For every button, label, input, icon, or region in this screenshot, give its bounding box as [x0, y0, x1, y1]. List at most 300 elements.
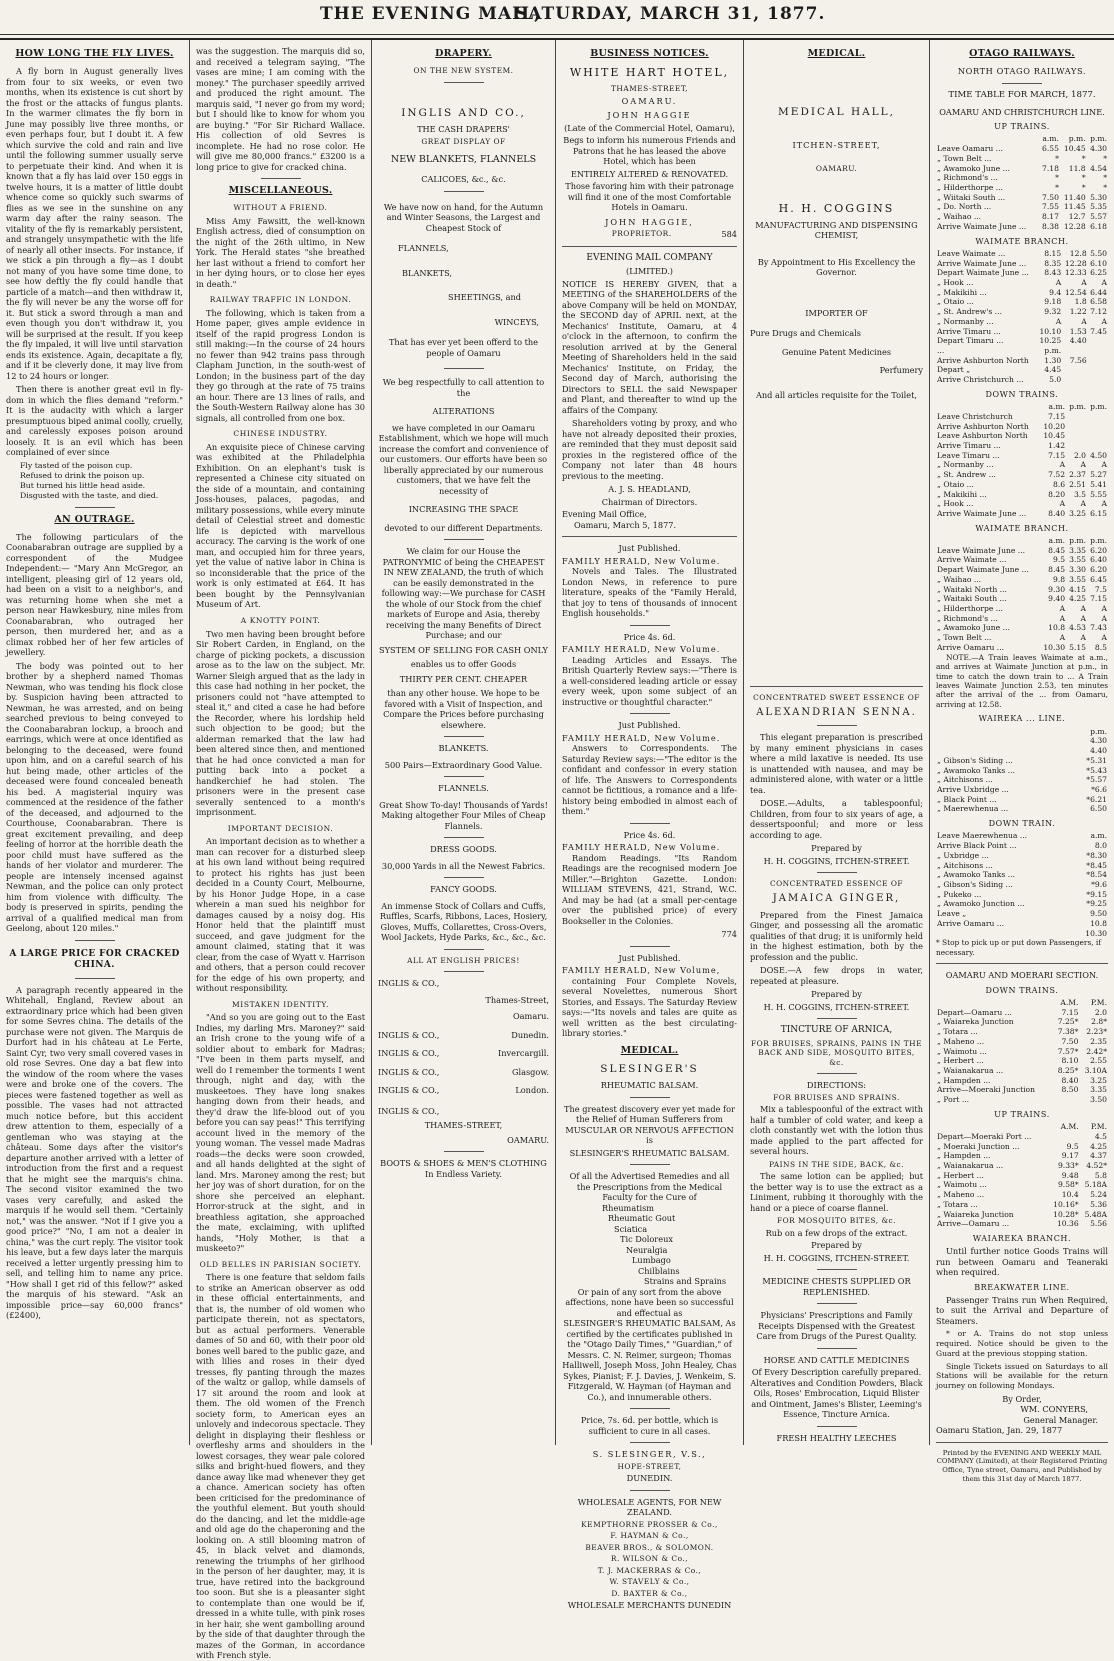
divider [936, 963, 1108, 964]
time-cell: 3.5 [1073, 489, 1087, 499]
time-cell [1087, 431, 1108, 441]
time-cell [1088, 346, 1108, 356]
divider [75, 978, 115, 979]
time-cell: 3.50 [1090, 1095, 1107, 1105]
time-cell: 8.20 [1048, 489, 1066, 499]
divider [630, 1490, 670, 1491]
timetable-header-row [936, 402, 1108, 412]
divider [261, 178, 301, 179]
station-cell [936, 402, 1040, 412]
time-cell: 2.23* [1086, 1027, 1107, 1037]
divider [630, 946, 670, 947]
station-cell: „ Otaio ... [937, 479, 974, 489]
station-cell: „ Waimotu ... [937, 1046, 987, 1056]
station-cell [936, 536, 1040, 546]
station-cell: „ Totara ... [937, 1027, 978, 1037]
time-cell: 10.28* [1053, 1209, 1079, 1219]
station-cell: Leave „ [937, 909, 967, 919]
directions: DIRECTIONS: [806, 1080, 867, 1091]
time-cell: A [1081, 316, 1087, 326]
station-cell: „ Maheno ... [937, 1036, 985, 1046]
timetable-row [936, 154, 1108, 164]
vendor-name: S. SLESINGER, V.S., [592, 1449, 707, 1460]
hotel-signature: JOHN HAGGIE, [605, 216, 694, 227]
blankets-heading: BLANKETS. [438, 743, 489, 754]
notice-place: Evening Mail Office, [562, 509, 647, 520]
timetable-row [936, 861, 1108, 871]
station-cell: Arrive Oamaru ... [937, 918, 1005, 928]
time-cell: 6.55 [1042, 144, 1059, 154]
senna-text: This elegant preparation is prescribed by many eminent physicians in cases where a mild laxative is needed. Its use is unattended with nausea, and may be administered alone, with water or a little tea. [750, 732, 923, 795]
time-cell: * [1103, 182, 1107, 192]
system-tail: enables us to offer Goods [410, 659, 517, 670]
timetable-row [936, 144, 1108, 154]
time-cell: 12.33 [1064, 268, 1087, 278]
drapery-subtitle: ON THE NEW SYSTEM. [413, 66, 514, 76]
station-cell [936, 746, 1065, 756]
ad-title: FAMILY HERALD, New Volume. [562, 732, 721, 743]
time-cell: A [1059, 613, 1066, 623]
ad-ref: 774 [721, 929, 737, 940]
timetable-row [936, 422, 1108, 432]
timetable-row [936, 297, 1108, 307]
verse [6, 461, 183, 501]
divider [562, 246, 737, 247]
timetable-row [936, 1180, 1108, 1190]
down-trains-2: DOWN TRAINS. [985, 985, 1059, 995]
time-cell: * [1081, 182, 1086, 192]
time-cell [1066, 422, 1087, 432]
station-cell: „ Moeraki Junction ... [937, 1141, 1020, 1151]
time-cell: 6.45 [1090, 574, 1107, 584]
station-cell: „ Totara ... [937, 1199, 978, 1209]
station-cell: Depart—Oamaru ... [937, 1007, 1012, 1017]
divider [444, 82, 484, 83]
preparer: H. H. COGGINS, ITCHEN-STREET. [763, 1252, 910, 1263]
station-cell: „ Normanby ... [937, 316, 994, 326]
time-cell: 5.48A [1084, 1209, 1107, 1219]
station-cell: Leave Maerewhenua ... [937, 831, 1028, 841]
station-cell: „ Herbert ... [937, 1170, 984, 1180]
time-cell: 2.42* [1086, 1046, 1107, 1056]
ailment: Rheumatism [602, 1202, 655, 1213]
ailment: Lumbago [632, 1255, 671, 1266]
station-cell: „ St. Andrew's ... [937, 307, 1002, 317]
notice-date: Oamaru, March 5, 1877. [574, 519, 677, 530]
time-cell: p.m. [1090, 402, 1107, 412]
ailment: Chilblains [638, 1265, 680, 1276]
stock-intro: We have now on hand, for the Autumn and Winter Seasons, the Largest and Cheapest Stock of [383, 201, 544, 233]
time-cell: 5.57 [1090, 212, 1107, 222]
station-cell: Depart Timaru ... [937, 336, 1004, 346]
time-cell: *9.6 [1091, 879, 1107, 889]
drapery-footer: BOOTS & SHOES & MEN'S CLOTHING In Endless Variety. [380, 1158, 547, 1179]
divider [817, 1269, 857, 1270]
agent: F. HAYMAN & Co., [610, 1531, 689, 1541]
ad-pub: Just Published. [618, 720, 681, 731]
stock-tail: That has ever yet been offerd to the people of Oamaru [388, 337, 539, 358]
station-cell: ... [937, 346, 945, 355]
time-cell: A [1059, 460, 1066, 470]
route-2: OAMARU AND MOERARI SECTION. [945, 970, 1099, 981]
station-cell: Depart Waimate June ... [937, 565, 1029, 575]
hotel-town: OAMARU. [621, 95, 678, 106]
branch-row: INGLIS & CO., London. [378, 1085, 549, 1096]
time-cell: a.m. [1048, 535, 1066, 545]
item-head: IMPORTANT DECISION. [227, 823, 334, 833]
time-cell: 7.38* [1057, 1027, 1079, 1037]
company-sub: (LIMITED.) [626, 266, 673, 277]
drapery-firm-title: INGLIS AND CO., [401, 106, 526, 119]
manager-name: WM. CONYERS, [1020, 1404, 1088, 1415]
station-cell: Arrive Waimate June ... [937, 509, 1027, 519]
time-cell: p.m. [1044, 346, 1062, 355]
time-cell [1088, 336, 1108, 346]
verse-line: Fly tasted of the poison cup. [20, 460, 133, 470]
time-cell: 8.25* [1057, 1065, 1079, 1075]
timetable-row [936, 919, 1108, 929]
time-cell: *8.45 [1086, 860, 1107, 870]
divider [562, 536, 737, 537]
station-cell: „ Hook ... [937, 277, 974, 287]
time-cell: 8.35 [1044, 258, 1062, 268]
station-cell: „ Waiareka Junction [937, 1017, 1014, 1027]
timetable-waimate-2 [936, 536, 1108, 653]
ailment: Rheumatic Gout [608, 1213, 676, 1224]
time-cell [1066, 431, 1087, 441]
timetable-row [936, 643, 1108, 653]
notice-signature: A. J. S. HEADLAND, [608, 484, 691, 495]
station-cell: „ Uxbridge ... [937, 850, 989, 860]
timetable-row [936, 1066, 1108, 1076]
divider [936, 1442, 1108, 1443]
time-cell: 8.10 [1061, 1056, 1079, 1066]
medical-hall-title: MEDICAL HALL, [778, 106, 895, 119]
timetable-row [936, 202, 1108, 212]
station-cell: „ Town Belt ... [937, 153, 992, 163]
flannels-text: Great Show To-day! Thousands of Yards! Making altogether Four Miles of Cheap Flannels. [379, 799, 548, 831]
up-trains: UP TRAINS. [994, 122, 1050, 132]
time-cell [1062, 375, 1087, 385]
ailment: Strains and Sprains [644, 1276, 727, 1287]
prepared-by: Prepared by [811, 843, 862, 854]
timetable-row [936, 746, 1108, 756]
time-cell: 1.42 [1048, 440, 1066, 450]
chests-text: Physicians' Prescriptions and Family Receipts Dispensed with the Greatest Care from Drugs of the Purest Quality. [756, 1310, 917, 1341]
time-cell: p.m. [1090, 134, 1107, 144]
time-cell: *5.43 [1086, 765, 1107, 775]
time-cell: 8.0 [1094, 841, 1107, 851]
branch-row: INGLIS & CO., Dunedin. [378, 1029, 549, 1040]
time-cell: * [1103, 153, 1107, 163]
blankets-text: 500 Pairs—Extraordinary Good Value. [384, 759, 543, 770]
goods-line: NEW BLANKETS, FLANNELS [390, 154, 537, 166]
column-2 [190, 40, 372, 1661]
agent: D. BAXTER & Co., [611, 1588, 688, 1598]
item-head: CHINESE INDUSTRY. [233, 429, 328, 439]
divider [444, 368, 484, 369]
preparer: H. H. COGGINS, ITCHEN-STREET. [763, 855, 910, 866]
time-cell: 2.51 [1069, 479, 1087, 489]
hotel-text: Begs to inform his numerous Friends and Patrons that he has leased the above Hotel, which has been [563, 135, 736, 167]
divider [817, 1303, 857, 1304]
time-cell: 11.45 [1063, 202, 1086, 212]
system-heading: SYSTEM OF SELLING FOR CASH ONLY [379, 644, 548, 655]
time-cell: * [1081, 153, 1086, 163]
timetable-row [936, 736, 1108, 746]
station-cell: Leave Timaru ... [937, 450, 1000, 460]
agent: KEMPTHORNE PROSSER & Co., [581, 1519, 718, 1529]
ad-pub: Price 4s. 6d. [623, 829, 676, 840]
station-cell: „ Awamoko June ... [937, 623, 1010, 633]
time-cell: 9.17 [1061, 1151, 1079, 1161]
timetable-row [936, 1047, 1108, 1057]
time-cell [1088, 375, 1108, 385]
divider [444, 1151, 484, 1152]
divider [75, 940, 115, 941]
notice-text: NOTICE IS HEREBY GIVEN, that a MEETING of the SHAREHOLDERS of the above Company will be held on MONDAY, the SECOND day of APRIL next, at the Mechanics' Institute, Oamaru, at 4 o'clock in the afternoon, to confirm the resolution arrived at by the General Meeting of Shareholders held in the said Mechanics' Institute, on Friday, the Second day of March, authorising the Directors to SELL the said Newspaper and Plant, and thereafter to wind up the affairs of the Company. [562, 278, 737, 415]
station-cell: Arrive Timaru ... [937, 440, 1001, 450]
senna-dose: DOSE.—Adults, a tablespoonful; Children, from four to six years of age, a dessertspoonful; and more or less according to age. [750, 798, 923, 840]
time-cell: 7.55 [1042, 202, 1059, 212]
time-cell: 8.45 [1048, 545, 1066, 555]
timetable-row [936, 929, 1108, 939]
masthead-rule [0, 34, 1114, 35]
branch-row: INGLIS & CO., [378, 978, 440, 989]
time-cell: 8.15 [1044, 248, 1062, 258]
timetable-row [936, 841, 1108, 851]
time-cell: 7.15 [1048, 411, 1066, 421]
toilet-line: And all articles requisite for the Toilet, [756, 389, 917, 400]
ad-text: Leading Articles and Essays. The British Quarterly Review says:—"There is a well-considered leading article or essay every week, upon some subject of an instructive or thoughtful character." [562, 654, 737, 707]
final-town: OAMARU. [507, 1134, 549, 1145]
divider [630, 1164, 670, 1165]
divider [444, 971, 484, 972]
time-cell: 7.15 [1090, 594, 1107, 604]
importer-label: IMPORTER OF [805, 307, 868, 318]
time-cell: a.m. [1090, 831, 1107, 841]
time-cell: 10.8 [1090, 918, 1107, 928]
time-cell: 8.45 [1048, 565, 1066, 575]
time-cell: p.m. [1069, 402, 1087, 412]
agent: W. STAVELY & Co., [609, 1577, 690, 1587]
timetable-row [936, 1210, 1108, 1220]
time-cell: 10.30 [1043, 642, 1066, 652]
time-cell: a.m. [1042, 134, 1059, 144]
time-cell: 7.50 [1042, 192, 1059, 202]
by-order: By Order, [1002, 1393, 1042, 1404]
station-cell [936, 736, 1065, 746]
time-cell: 10.8 [1048, 623, 1066, 633]
timetable-header-row [936, 998, 1108, 1008]
section-miscellaneous: MISCELLANEOUS. [228, 185, 333, 196]
ad-pub: Just Published. [618, 952, 681, 963]
time-cell: 4.40 [1069, 336, 1087, 346]
station-cell: Depart „ [937, 365, 971, 375]
time-cell: 9.32 [1044, 307, 1062, 317]
time-cell: A [1080, 604, 1087, 613]
time-cell: 7.12 [1090, 307, 1107, 317]
ailment: Sciatica [614, 1223, 648, 1234]
stock-item: SHEETINGS, and [448, 292, 522, 303]
hotel-role-row: PROPRIETOR. 584 [611, 229, 737, 240]
station-cell: „ Waihao ... [937, 212, 982, 222]
import-item: Genuine Patent Medicines [781, 346, 892, 357]
time-cell: A [1080, 499, 1087, 509]
imprint: Printed by the EVENING AND WEEKLY MAIL COMPANY (Limited), at their Registered Printing Office, Tyne street, Oamaru, and Published by them this 31st day of March 1877. [936, 1448, 1108, 1483]
station-cell [936, 1122, 1048, 1132]
time-cell: 8.6 [1053, 479, 1066, 489]
time-cell: 8.50 [1061, 1085, 1079, 1095]
timetable-branch-3 [936, 727, 1108, 814]
alterations-text: we have completed in our Oamaru Establishment, which we hope will much increase the comfort and convenience of our customers. Our efforts have been so liberally appreciated by our numerous customers, that we have felt the necessity of [378, 422, 549, 496]
time-cell: 5.0 [1049, 375, 1062, 385]
column-5 [744, 40, 930, 1445]
time-cell: 5.15 [1069, 642, 1087, 652]
ad-text: containing Four Complete Novels, several Novelettes, numerous Short Stories, and Essays. The Saturday Review says:—"Its novels and tales are quite as well written as the best circulating-library stories." [562, 975, 737, 1039]
time-cell: 10.25 [1039, 336, 1062, 346]
timetable-row [936, 1200, 1108, 1210]
timetable-row [936, 909, 1108, 919]
railways-line-title: NORTH OTAGO RAILWAYS. [957, 66, 1087, 77]
time-cell: 9.48 [1061, 1170, 1079, 1180]
station-cell: „ Town Belt ... [937, 633, 992, 643]
time-cell: 4.45 [1044, 365, 1062, 375]
hotel-title: WHITE HART HOTEL, [569, 66, 730, 80]
time-cell: 2.37 [1069, 470, 1087, 480]
divider [630, 1442, 670, 1443]
divider [444, 949, 484, 950]
timetable-row [936, 509, 1108, 519]
timetable-row [936, 880, 1108, 890]
time-cell [1087, 412, 1108, 422]
time-cell: 2.0 [1094, 1007, 1107, 1017]
timetable-row [936, 565, 1108, 575]
time-cell: 10.45 [1043, 431, 1066, 441]
waimate-branch-2: WAIMATE BRANCH. [975, 523, 1069, 533]
station-cell: Arrive—Oamaru ... [937, 1219, 1010, 1229]
time-cell: 2.8* [1091, 1017, 1107, 1027]
stock-item: FLANNELS, [398, 243, 449, 254]
time-cell: P.M. [1090, 1122, 1107, 1132]
divider [817, 1073, 857, 1074]
train-note: NOTE.—A Train leaves Waimate at a.m., and arrives at Waimate Junction at p.m., in time to catch the down train to ... A Train leaves Waimate Junction 2.53, ten minutes after the arrival of the ... from Oamaru, arriving at 12.58. [936, 652, 1108, 709]
article-continuation: was the suggestion. The marquis did so, and received a telegram saying, "The vases are mine; I am coming with the money." The purchaser speedily arrived and produced the right amount. The marquis said, "I never go from my word; but I should like to know for whom you are buying." "For Sir Richard Wallace. His collection of old Sevres is incomplete. He had no rose color. He will give me 80,000 francs." £3200 is a long price to give for cracked china. [196, 46, 365, 172]
divider [630, 1097, 670, 1098]
ginger-head: CONCENTRATED ESSENCE OF [769, 879, 904, 889]
time-cell: A [1101, 633, 1107, 643]
time-cell: 5.8 [1094, 1170, 1107, 1180]
station-cell: „ Waianakarua ... [937, 1065, 1004, 1075]
time-cell: 2.0 [1073, 450, 1087, 460]
ailment-list [562, 1203, 737, 1287]
prepared-by: Prepared by [811, 989, 862, 1000]
station-cell: Depart Waimate June ... [937, 268, 1029, 278]
time-cell [1088, 356, 1108, 366]
timetable-header-row [936, 1122, 1108, 1132]
agents-tail: WHOLESALE MERCHANTS DUNEDIN [567, 1600, 732, 1611]
waimate-branch: WAIMATE BRANCH. [975, 236, 1069, 246]
time-cell [1066, 441, 1087, 451]
hotel-owner-note: (Late of the Commercial Hotel, Oamaru), [564, 122, 735, 133]
time-cell: a.m. [1048, 402, 1066, 412]
column-3 [372, 40, 556, 1445]
article-paragraph: The following particulars of the Coonabarabran outrage are supplied by a correspondent of the Mudgee Independent:— "Mary Ann McGregor, an intelligent, pleasing girl of 12 years old, had been on a visit to a neighbor's, and was returning home when she met a person near Hawkesbury, nine miles from Coonabarabran, who outraged her person, then murdered her, and as a climax robbed her of her few articles of jewellery. [6, 531, 183, 658]
timetable-row [936, 212, 1108, 222]
dir-text: The same lotion can be applied; but the better way is to use the extract as a Liniment, rubbing it thoroughly with the hand or a piece of coarse flannel. [750, 1171, 923, 1213]
timetable-header-row [936, 134, 1108, 144]
display-label: GREAT DISPLAY OF [421, 136, 506, 146]
time-cell: 4.25 [1069, 594, 1087, 604]
section-otago-railways: OTAGO RAILWAYS. [969, 48, 1075, 59]
station-cell: „ Waimotu ... [937, 1180, 987, 1190]
balsam-text-3: Or pain of any sort from the above affections, none have been so successful and effectual as [565, 1286, 734, 1318]
ad-title: FAMILY HERALD, New Volume. [562, 842, 721, 853]
station-cell: Arrive Waimate June ... [937, 221, 1027, 231]
time-cell: 10.36 [1056, 1219, 1079, 1229]
time-cell: 4.30 [1090, 144, 1107, 154]
timetable-row [936, 193, 1108, 203]
divider [444, 539, 484, 540]
ad-title: FAMILY HERALD, New Volume. [562, 644, 721, 655]
dir-heading: FOR MOSQUITO BITES, &c. [776, 1216, 897, 1226]
station-cell: Depart—Moeraki Port ... [937, 1131, 1032, 1141]
drapery-firm-sub: THE CASH DRAPERS' [417, 124, 510, 135]
section-medical-2: MEDICAL. [807, 48, 866, 59]
rail-note: * or A. Trains do not stop unless required. Notice should be given to the Guard at the previous stopping station. [936, 1329, 1108, 1358]
alterations-heading: ALTERATIONS [432, 406, 495, 417]
time-cell: 10.30 [1085, 928, 1107, 938]
timetable-up [936, 134, 1108, 231]
time-cell: 10.20 [1043, 421, 1066, 431]
timetable-row [936, 795, 1108, 805]
time-cell: 7.50 [1061, 1036, 1079, 1046]
time-cell: 7.5 [1094, 584, 1107, 594]
time-cell: 12.28 [1064, 258, 1087, 268]
time-cell: 10.45 [1063, 144, 1086, 154]
time-cell: 8.43 [1044, 268, 1062, 278]
item-text: An exquisite piece of Chinese carving was exhibited at the Philadelphia Exhibition. On an elephant's tusk is represented a Chinese city situated on the side of a mountain, and containing Joss-houses, palaces, pagodas, and military possessions, while every minute detail of Celestial street and domestic life is depicted with marvellous accuracy. The carving is the work of one man, and occupied him for three years, yet the value of native labor in China is so inconsiderable that the price of the work is only estimated at £64. It has been bought by the Pennsylvanian Museum of Art. [196, 441, 365, 610]
timetable-row [936, 278, 1108, 288]
alterations-intro: We beg respectfully to call attention to the [382, 377, 545, 398]
ailment: Neuralgia [626, 1244, 668, 1255]
station-cell: „ Awamoko Tanks ... [937, 765, 1015, 775]
divider [444, 877, 484, 878]
page-columns [0, 40, 1114, 1661]
station-cell: „ Waitaki North ... [937, 584, 1007, 594]
verse-line: But turned his little head aside. [20, 480, 146, 490]
time-cell: 2.35 [1090, 1036, 1107, 1046]
item-head: MISTAKEN IDENTITY. [232, 999, 329, 1009]
dress-text: 30,000 Yards in all the Newest Fabrics. [381, 860, 546, 871]
branch-row: INGLIS & CO., Invercargill. [378, 1048, 549, 1059]
item-head: RAILWAY TRAFFIC IN LONDON. [209, 295, 352, 305]
time-cell: *5.57 [1086, 775, 1107, 785]
stop-note: * Stop to pick up or put down Passengers, if necessary. [936, 938, 1102, 957]
agent: T. J. MACKERRAS & Co., [597, 1565, 702, 1575]
time-cell: 5.41 [1090, 479, 1107, 489]
station-cell: „ Maerewhenua ... [937, 804, 1009, 814]
item-text: An important decision as to whether a man can recover for a disturbed sleep at his own land without being required to protect his rights has just been decided in a County Court, Melbourne, by his Honor Judge Hope, in a case wherein a man sued his neighbor for damages caused by a noisy dog. His Honor held that the plaintiff must succeed, and gave judgment for the amount claimed, stating that it was clear, from the case of Wyatt v. Harrison and others, that a person could recover for the edge of his own property, and without responsibility. [196, 836, 365, 994]
increasing-tail: devoted to our different Departments. [384, 522, 543, 533]
timetable-row [936, 307, 1108, 317]
station-cell: „ Aitchisons ... [937, 775, 993, 785]
timetable-row [936, 555, 1108, 565]
hotel-street: THAMES-STREET, [610, 84, 689, 94]
down-trains: DOWN TRAINS. [985, 389, 1059, 399]
time-cell: 6.20 [1090, 545, 1107, 555]
time-cell: 4.25 [1090, 1141, 1107, 1151]
